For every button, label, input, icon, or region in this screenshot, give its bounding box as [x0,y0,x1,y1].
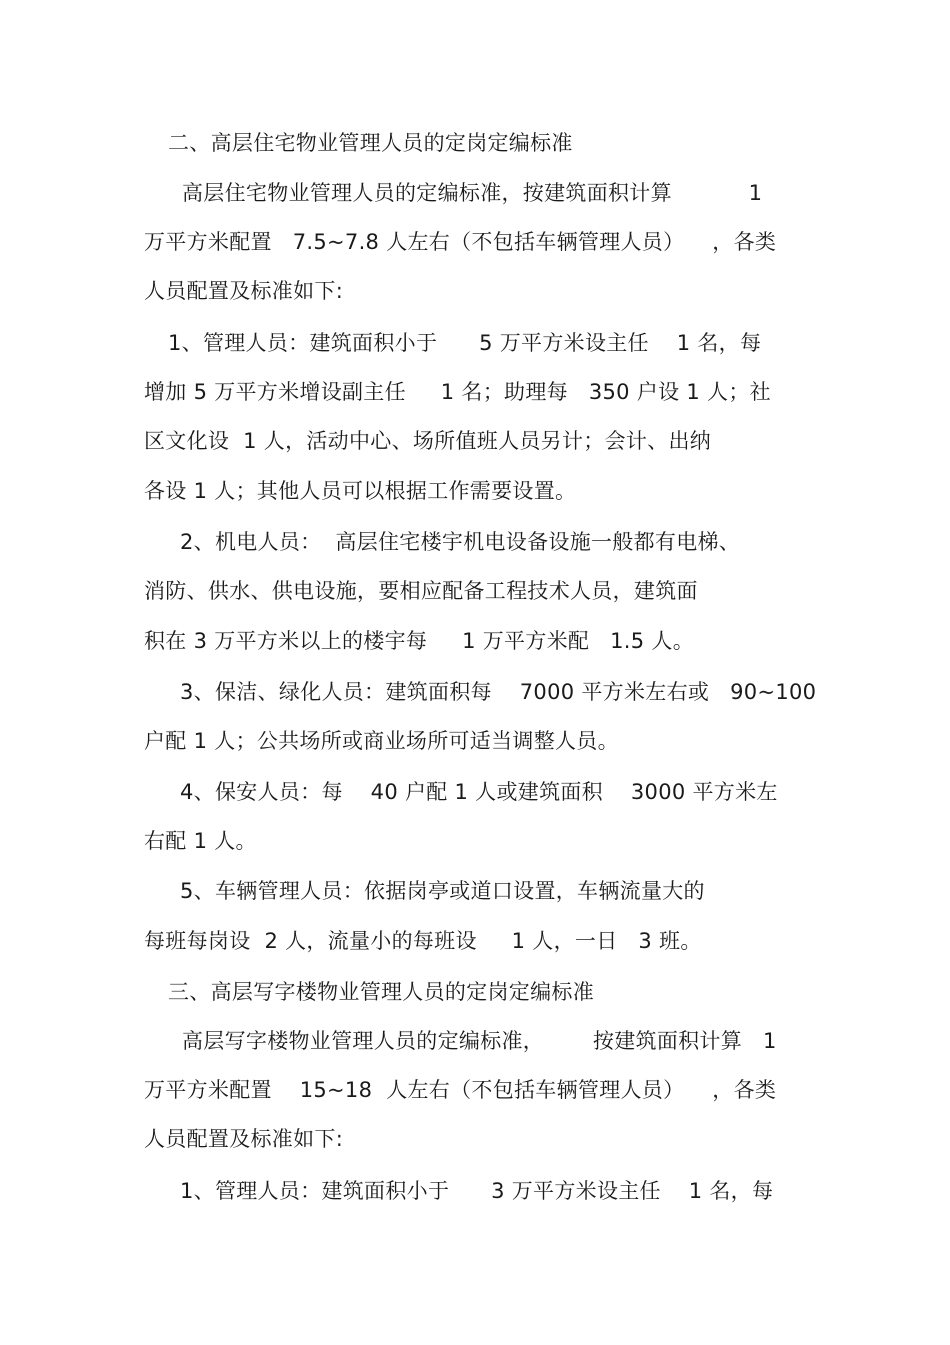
paragraph-line: 万平方米配置 15~18 人左右（不包括车辆管理人员） ，各类 [144,1078,777,1102]
paragraph-line: 增加 5 万平方米增设副主任 1 名；助理每 350 户设 1 人；社 [144,380,771,404]
paragraph-line: 万平方米配置 7.5~7.8 人左右（不包括车辆管理人员） ，各类 [144,230,777,254]
paragraph-line: 区文化设 1 人，活动中心、场所值班人员另计；会计、出纳 [144,429,712,453]
list-item-security: 4、保安人员：每 40 户配 1 人或建筑面积 3000 平方米左 [180,780,778,804]
list-item-vehicle: 5、车辆管理人员：依据岗亭或道口设置，车辆流量大的 [180,879,705,903]
section-heading-office: 三、高层写字楼物业管理人员的定岗定编标准 [168,980,594,1004]
paragraph-line: 人员配置及标准如下: [144,279,344,303]
paragraph-line: 每班每岗设 2 人，流量小的每班设 1 人，一日 3 班。 [144,929,702,953]
paragraph-line: 高层写字楼物业管理人员的定编标准， 按建筑面积计算 1 [182,1029,777,1053]
paragraph-line: 各设 1 人；其他人员可以根据工作需要设置。 [144,479,577,503]
paragraph-line: 积在 3 万平方米以上的楼宇每 1 万平方米配 1.5 人。 [144,629,695,653]
list-item-management: 1、管理人员：建筑面积小于 3 万平方米设主任 1 名，每 [180,1179,774,1203]
paragraph-line: 高层住宅物业管理人员的定编标准，按建筑面积计算 1 [182,181,763,205]
paragraph-line: 人员配置及标准如下: [144,1127,344,1151]
paragraph-line: 户配 1 人；公共场所或商业场所可适当调整人员。 [144,729,619,753]
paragraph-line: 消防、供水、供电设施，要相应配备工程技术人员，建筑面 [144,579,698,603]
section-heading-residential: 二、高层住宅物业管理人员的定岗定编标准 [168,131,573,155]
list-item-electromechanical: 2、机电人员： 高层住宅楼宇机电设备设施一般都有电梯、 [180,530,741,554]
list-item-cleaning: 3、保洁、绿化人员：建筑面积每 7000 平方米左右或 90~100 [180,680,817,704]
list-item-management: 1、管理人员：建筑面积小于 5 万平方米设主任 1 名，每 [168,331,762,355]
paragraph-line: 右配 1 人。 [144,829,257,853]
